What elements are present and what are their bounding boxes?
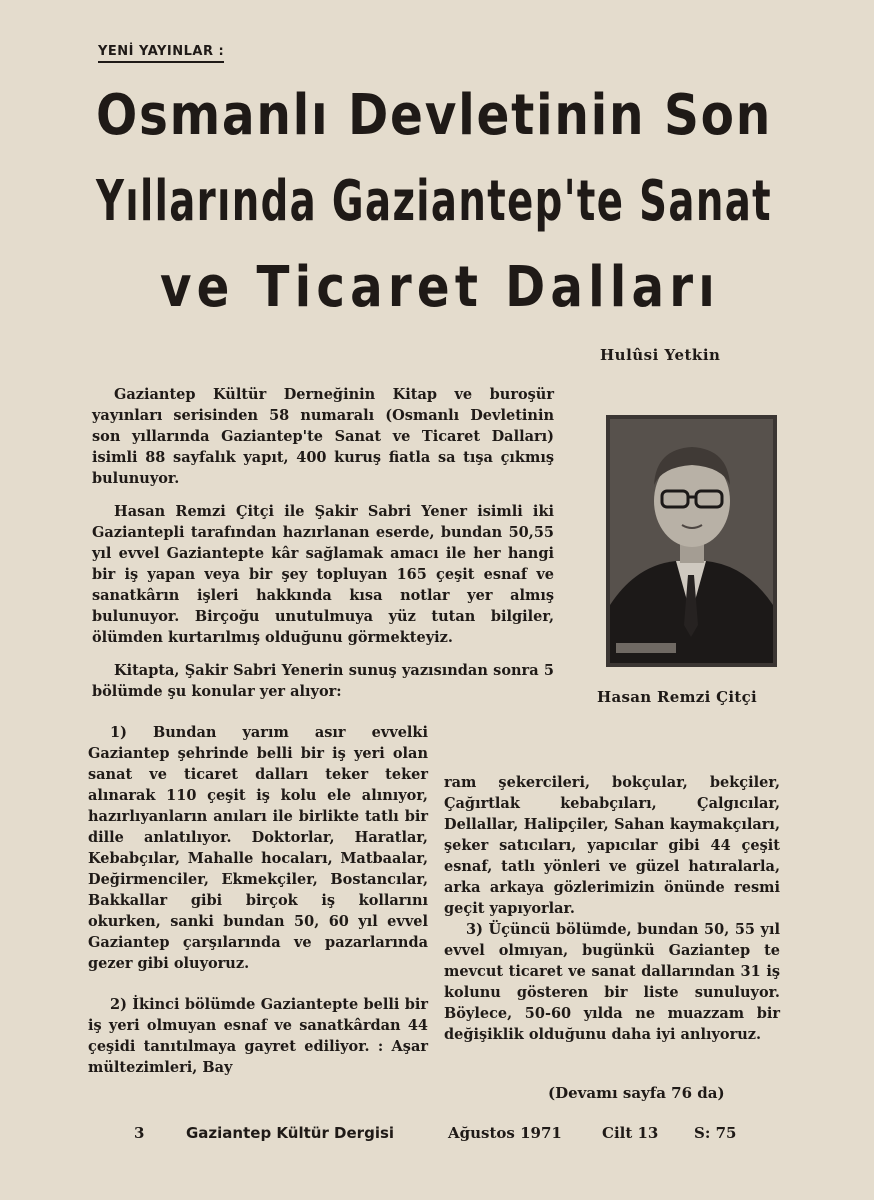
left-column — [88, 722, 428, 1078]
magazine-name: Gaziantep Kültür Dergisi — [186, 1124, 395, 1142]
issue-number: S: 75 — [694, 1124, 737, 1142]
intro-text — [92, 384, 554, 702]
portrait-photo — [606, 415, 777, 667]
right-column — [444, 772, 780, 1045]
article-title-line-1: Osmanlı Devletinin Son — [96, 83, 772, 148]
paragraph: 3) Üçüncü bölümde, bundan 50, 55 yıl evvel olmıyan, bugünkü Gaziantep te mevcut ticaret ve sanat dallarından 31 iş kolunu gösteren bir liste sunuluyor. Böylece, 50-60 yılda ne muazzam bir değişiklik olduğunu daha iyi anlıyoruz. — [444, 921, 780, 1043]
issue-date: Ağustos 1971 — [448, 1124, 562, 1142]
article-title-line-2: Yıllarında Gaziantep'te Sanat — [96, 169, 772, 234]
paragraph: Gaziantep Kültür Derneğinin Kitap ve buroşür yayınları serisinden 58 numaralı (Osmanlı Devletinin son yıllarında Gaziantep'te Sanat ve Ticaret Dalları) isimli 88 sayfalık yapıt, 400 kuruş fiatla sa tışa çıkmış bulunuyor. — [92, 386, 554, 487]
photo-caption: Hasan Remzi Çitçi — [597, 688, 757, 706]
volume-number: Cilt 13 — [602, 1124, 659, 1142]
paragraph: 1) Bundan yarım asır evvelki Gaziantep şehrinde belli bir iş yeri olan sanat ve ticaret dalları teker teker alınarak 110 çeşit iş kolu ele alınıyor, hazırlıyanların anıları ile birlikte tatlı bir dille anlatılıyor. Doktorlar, Haratlar, Kebabçılar, Mahalle hocaları, Matbaalar, Değirmenciler, Ekmekçiler, Bostancılar, Bakkallar gibi birçok iş kollarını okurken, sanki bundan 50, 60 yıl evvel Gaziantep çarşılarında ve pazarlarında gezer gibi oluyoruz. — [88, 724, 428, 972]
page-number: 3 — [134, 1124, 145, 1142]
paragraph: Kitapta, Şakir Sabri Yenerin sunuş yazısından sonra 5 bölümde şu konular yer alıyor: — [92, 662, 554, 700]
section-label: YENİ YAYINLAR : — [98, 44, 224, 63]
paragraph: 2) İkinci bölümde Gaziantepte belli bir iş yeri olmuyan esnaf ve sanatkârdan 44 çeşidi tanıtılmaya gayret ediliyor. : Aşar mültezimleri, Bay — [88, 996, 428, 1076]
paragraph: ram şekercileri, bokçular, bekçiler, Çağırtlak kebabçıları, Çalgıcılar, Dellallar, Halipçiler, Sahan kaymakçıları, şeker satıcıları, yapıcılar gibi 44 çeşit esnaf, tatlı yönleri ve güzel hatıralarla, arka arkaya gözlerimizin önünde resmi geçit yapıyorlar. — [444, 774, 780, 917]
article-title-line-3: ve Ticaret Dalları — [160, 255, 720, 320]
author-name: Hulûsi Yetkin — [600, 346, 721, 364]
portrait-photo-icon — [606, 415, 777, 667]
continued-note: (Devamı sayfa 76 da) — [548, 1084, 725, 1102]
paragraph: Hasan Remzi Çitçi ile Şakir Sabri Yener isimli iki Gaziantepli tarafından hazırlanan eserde, bundan 50,55 yıl evvel Gaziantepte kâr sağlamak amacı ile her hangi bir iş yapan veya bir şey topluyan 165 çeşit esnaf ve sanatkârın işleri hakkında kısa notlar yer almış bulunuyor. Birçoğu unutulmuya yüz tutan bilgiler, ölümden kurtarılmış olduğunu görmekteyiz. — [92, 503, 554, 646]
